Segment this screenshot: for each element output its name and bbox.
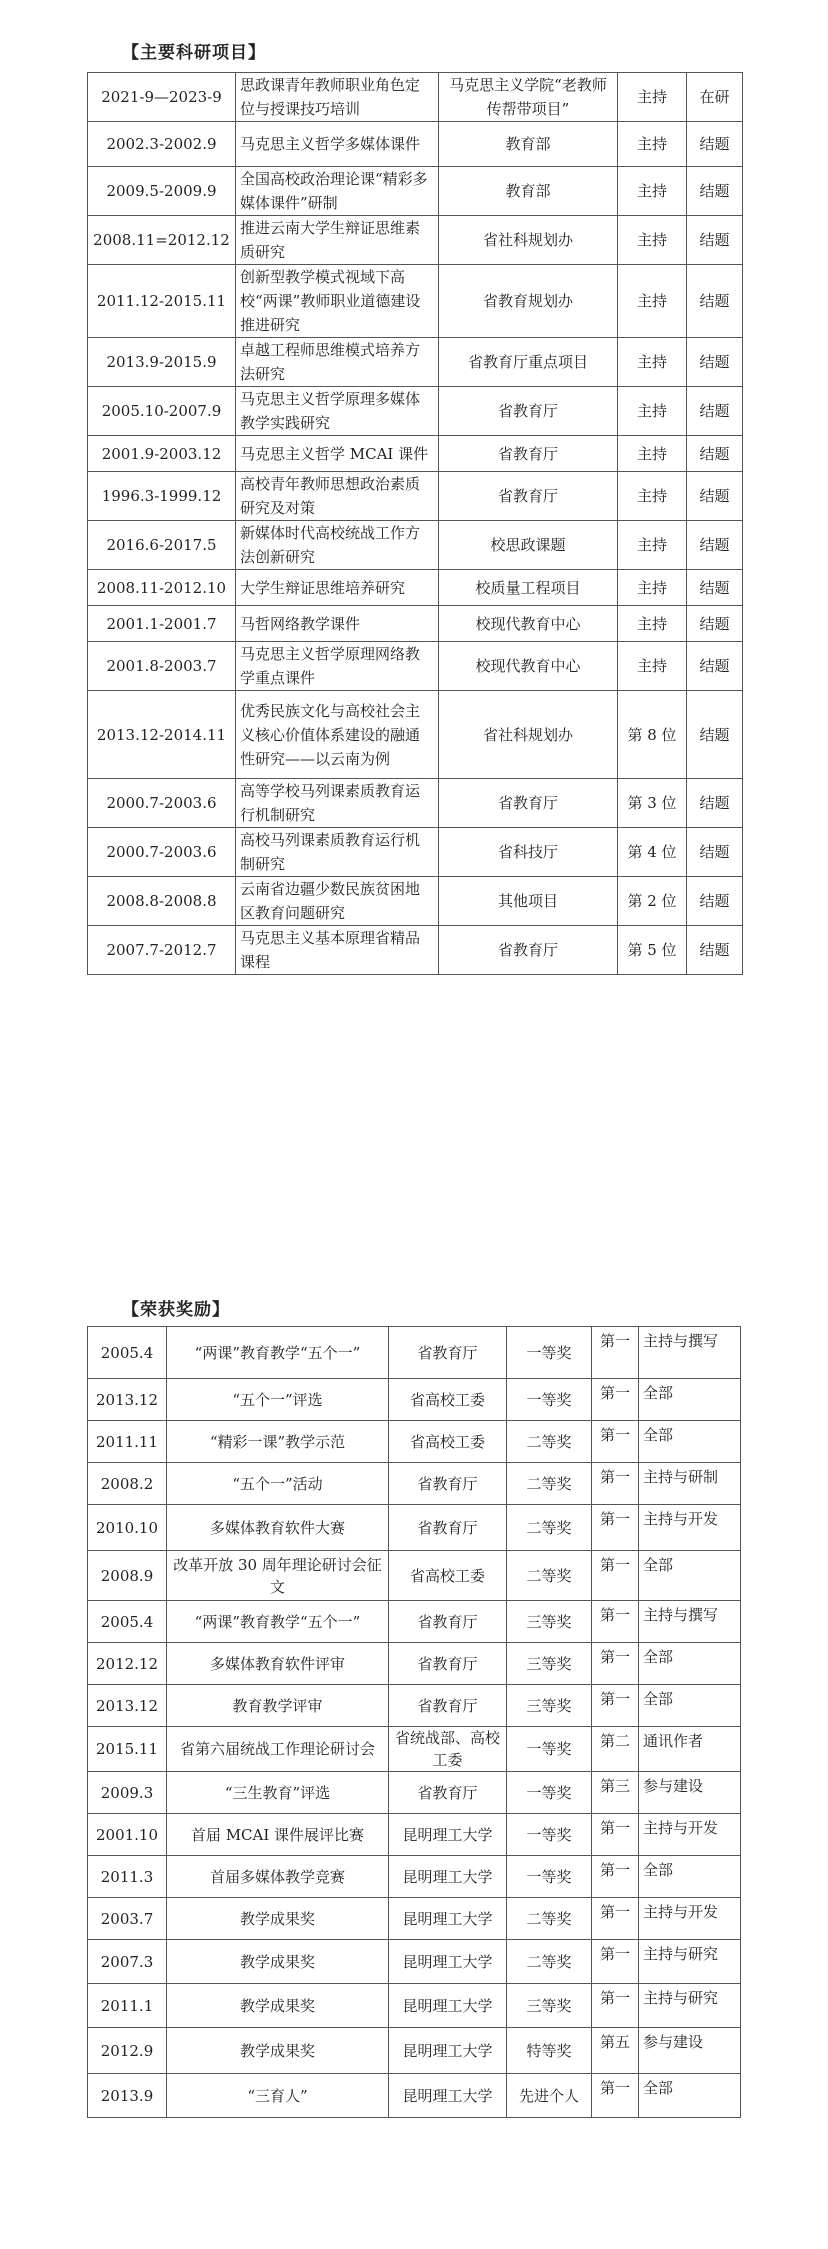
award-name: “精彩一课”教学示范 bbox=[167, 1421, 389, 1463]
award-rank: 第一 bbox=[592, 1814, 639, 1856]
research-source: 省社科规划办 bbox=[439, 691, 618, 779]
award-contribution: 全部 bbox=[639, 1643, 741, 1685]
award-rank: 第一 bbox=[592, 1984, 639, 2028]
research-project-name: 全国高校政治理论课“精彩多媒体课件”研制 bbox=[236, 167, 439, 216]
award-date: 2010.10 bbox=[88, 1505, 167, 1551]
research-status: 结题 bbox=[687, 216, 743, 265]
research-source: 省教育厅 bbox=[439, 436, 618, 472]
award-organization: 昆明理工大学 bbox=[389, 2074, 507, 2118]
table-row bbox=[88, 1379, 741, 1421]
table-row bbox=[88, 1940, 741, 1984]
award-contribution: 主持与撰写 bbox=[639, 1601, 741, 1643]
research-role: 第 5 位 bbox=[618, 926, 687, 975]
research-source: 省社科规划办 bbox=[439, 216, 618, 265]
award-rank: 第二 bbox=[592, 1727, 639, 1772]
research-role: 主持 bbox=[618, 387, 687, 436]
table-row bbox=[88, 436, 743, 472]
research-role: 主持 bbox=[618, 216, 687, 265]
award-contribution: 全部 bbox=[639, 1685, 741, 1727]
award-name: 首届 MCAI 课件展评比赛 bbox=[167, 1814, 389, 1856]
research-role: 主持 bbox=[618, 606, 687, 642]
award-rank: 第三 bbox=[592, 1772, 639, 1814]
research-project-name: 马克思主义哲学多媒体课件 bbox=[236, 122, 439, 167]
research-period: 2001.8-2003.7 bbox=[88, 642, 236, 691]
research-status: 结题 bbox=[687, 691, 743, 779]
table-row bbox=[88, 642, 743, 691]
award-name: 多媒体教育软件大赛 bbox=[167, 1505, 389, 1551]
award-organization: 昆明理工大学 bbox=[389, 1940, 507, 1984]
award-date: 2009.3 bbox=[88, 1772, 167, 1814]
research-source: 教育部 bbox=[439, 122, 618, 167]
award-level: 二等奖 bbox=[507, 1505, 592, 1551]
research-period: 2000.7-2003.6 bbox=[88, 828, 236, 877]
research-period: 2002.3-2002.9 bbox=[88, 122, 236, 167]
award-organization: 昆明理工大学 bbox=[389, 2028, 507, 2074]
research-status: 结题 bbox=[687, 338, 743, 387]
research-period: 2021-9—2023-9 bbox=[88, 73, 236, 122]
research-project-name: 大学生辩证思维培养研究 bbox=[236, 570, 439, 606]
award-name: 改革开放 30 周年理论研讨会征文 bbox=[167, 1551, 389, 1601]
research-project-name: 高校马列课素质教育运行机制研究 bbox=[236, 828, 439, 877]
table-row bbox=[88, 167, 743, 216]
research-source: 省科技厅 bbox=[439, 828, 618, 877]
research-status: 结题 bbox=[687, 122, 743, 167]
research-source: 省教育厅重点项目 bbox=[439, 338, 618, 387]
research-section-title: 【主要科研项目】 bbox=[122, 43, 266, 63]
awards-table bbox=[87, 1326, 741, 2118]
award-level: 一等奖 bbox=[507, 1379, 592, 1421]
table-row bbox=[88, 828, 743, 877]
award-date: 2007.3 bbox=[88, 1940, 167, 1984]
award-name: 教育教学评审 bbox=[167, 1685, 389, 1727]
award-rank: 第一 bbox=[592, 1505, 639, 1551]
table-row bbox=[88, 216, 743, 265]
research-status: 结题 bbox=[687, 167, 743, 216]
award-contribution: 全部 bbox=[639, 1856, 741, 1898]
award-name: “三育人” bbox=[167, 2074, 389, 2118]
research-source: 省教育厅 bbox=[439, 926, 618, 975]
award-rank: 第一 bbox=[592, 1463, 639, 1505]
award-name: “五个一”活动 bbox=[167, 1463, 389, 1505]
research-project-name: 云南省边疆少数民族贫困地区教育问题研究 bbox=[236, 877, 439, 926]
research-role: 主持 bbox=[618, 122, 687, 167]
award-rank: 第一 bbox=[592, 1327, 639, 1379]
award-level: 二等奖 bbox=[507, 1940, 592, 1984]
award-level: 一等奖 bbox=[507, 1772, 592, 1814]
award-name: 省第六届统战工作理论研讨会 bbox=[167, 1727, 389, 1772]
research-status: 结题 bbox=[687, 642, 743, 691]
table-row bbox=[88, 606, 743, 642]
award-organization: 省高校工委 bbox=[389, 1551, 507, 1601]
award-name: 教学成果奖 bbox=[167, 1898, 389, 1940]
award-date: 2011.3 bbox=[88, 1856, 167, 1898]
table-row bbox=[88, 1685, 741, 1727]
award-name: 首届多媒体教学竞赛 bbox=[167, 1856, 389, 1898]
award-date: 2003.7 bbox=[88, 1898, 167, 1940]
table-row bbox=[88, 1814, 741, 1856]
award-organization: 昆明理工大学 bbox=[389, 1856, 507, 1898]
award-date: 2012.9 bbox=[88, 2028, 167, 2074]
research-period: 2008.11=2012.12 bbox=[88, 216, 236, 265]
research-status: 结题 bbox=[687, 265, 743, 338]
awards-section-title: 【荣获奖励】 bbox=[122, 1300, 230, 1320]
research-status: 结题 bbox=[687, 387, 743, 436]
award-name: “两课”教育教学“五个一” bbox=[167, 1601, 389, 1643]
award-rank: 第一 bbox=[592, 1643, 639, 1685]
award-rank: 第一 bbox=[592, 1940, 639, 1984]
table-row bbox=[88, 1421, 741, 1463]
research-role: 主持 bbox=[618, 338, 687, 387]
table-row bbox=[88, 265, 743, 338]
research-period: 2009.5-2009.9 bbox=[88, 167, 236, 216]
award-contribution: 主持与研究 bbox=[639, 1940, 741, 1984]
table-row bbox=[88, 1898, 741, 1940]
award-level: 一等奖 bbox=[507, 1856, 592, 1898]
research-project-name: 马哲网络教学课件 bbox=[236, 606, 439, 642]
research-source: 校质量工程项目 bbox=[439, 570, 618, 606]
research-status: 结题 bbox=[687, 877, 743, 926]
award-contribution: 主持与开发 bbox=[639, 1814, 741, 1856]
award-organization: 省教育厅 bbox=[389, 1327, 507, 1379]
table-row bbox=[88, 338, 743, 387]
award-organization: 省教育厅 bbox=[389, 1643, 507, 1685]
table-row bbox=[88, 1643, 741, 1685]
research-period: 2011.12-2015.11 bbox=[88, 265, 236, 338]
award-organization: 昆明理工大学 bbox=[389, 1814, 507, 1856]
table-row bbox=[88, 1727, 741, 1772]
research-project-name: 马克思主义哲学原理多媒体教学实践研究 bbox=[236, 387, 439, 436]
table-row bbox=[88, 2028, 741, 2074]
research-project-name: 马克思主义基本原理省精品课程 bbox=[236, 926, 439, 975]
award-level: 一等奖 bbox=[507, 1814, 592, 1856]
table-row bbox=[88, 2074, 741, 2118]
research-period: 2008.11-2012.10 bbox=[88, 570, 236, 606]
research-period: 2005.10-2007.9 bbox=[88, 387, 236, 436]
award-contribution: 参与建设 bbox=[639, 1772, 741, 1814]
research-period: 2008.8-2008.8 bbox=[88, 877, 236, 926]
award-name: “两课”教育教学“五个一” bbox=[167, 1327, 389, 1379]
award-organization: 省教育厅 bbox=[389, 1685, 507, 1727]
research-status: 结题 bbox=[687, 779, 743, 828]
research-role: 主持 bbox=[618, 73, 687, 122]
award-date: 2012.12 bbox=[88, 1643, 167, 1685]
research-project-name: 高等学校马列课素质教育运行机制研究 bbox=[236, 779, 439, 828]
research-period: 1996.3-1999.12 bbox=[88, 472, 236, 521]
research-role: 主持 bbox=[618, 167, 687, 216]
award-rank: 第一 bbox=[592, 2074, 639, 2118]
research-status: 结题 bbox=[687, 926, 743, 975]
award-organization: 省高校工委 bbox=[389, 1379, 507, 1421]
research-role: 主持 bbox=[618, 472, 687, 521]
award-organization: 省教育厅 bbox=[389, 1601, 507, 1643]
research-source: 省教育厅 bbox=[439, 472, 618, 521]
research-role: 主持 bbox=[618, 436, 687, 472]
research-period: 2001.1-2001.7 bbox=[88, 606, 236, 642]
table-row bbox=[88, 1505, 741, 1551]
award-level: 二等奖 bbox=[507, 1421, 592, 1463]
award-organization: 省教育厅 bbox=[389, 1772, 507, 1814]
research-role: 第 4 位 bbox=[618, 828, 687, 877]
award-level: 特等奖 bbox=[507, 2028, 592, 2074]
award-level: 三等奖 bbox=[507, 1984, 592, 2028]
award-date: 2013.12 bbox=[88, 1685, 167, 1727]
award-date: 2001.10 bbox=[88, 1814, 167, 1856]
table-row bbox=[88, 1463, 741, 1505]
award-rank: 第一 bbox=[592, 1601, 639, 1643]
table-row bbox=[88, 1551, 741, 1601]
table-row bbox=[88, 387, 743, 436]
research-source: 其他项目 bbox=[439, 877, 618, 926]
award-level: 二等奖 bbox=[507, 1898, 592, 1940]
research-project-name: 卓越工程师思维模式培养方法研究 bbox=[236, 338, 439, 387]
award-date: 2005.4 bbox=[88, 1327, 167, 1379]
table-row bbox=[88, 877, 743, 926]
award-level: 一等奖 bbox=[507, 1327, 592, 1379]
research-role: 主持 bbox=[618, 570, 687, 606]
research-source: 马克思主义学院“老教师传帮带项目” bbox=[439, 73, 618, 122]
award-name: 教学成果奖 bbox=[167, 2028, 389, 2074]
award-organization: 省高校工委 bbox=[389, 1421, 507, 1463]
research-source: 校现代教育中心 bbox=[439, 606, 618, 642]
award-contribution: 主持与开发 bbox=[639, 1898, 741, 1940]
award-rank: 第一 bbox=[592, 1551, 639, 1601]
award-level: 三等奖 bbox=[507, 1601, 592, 1643]
table-row bbox=[88, 691, 743, 779]
award-rank: 第一 bbox=[592, 1685, 639, 1727]
award-level: 先进个人 bbox=[507, 2074, 592, 2118]
award-contribution: 全部 bbox=[639, 1551, 741, 1601]
award-contribution: 全部 bbox=[639, 1421, 741, 1463]
award-organization: 省教育厅 bbox=[389, 1505, 507, 1551]
award-date: 2008.2 bbox=[88, 1463, 167, 1505]
award-rank: 第五 bbox=[592, 2028, 639, 2074]
table-row bbox=[88, 1601, 741, 1643]
research-status: 结题 bbox=[687, 828, 743, 877]
award-name: 教学成果奖 bbox=[167, 1940, 389, 1984]
award-rank: 第一 bbox=[592, 1421, 639, 1463]
award-organization: 省教育厅 bbox=[389, 1463, 507, 1505]
award-contribution: 主持与研制 bbox=[639, 1463, 741, 1505]
award-organization: 昆明理工大学 bbox=[389, 1984, 507, 2028]
award-contribution: 全部 bbox=[639, 1379, 741, 1421]
table-row bbox=[88, 122, 743, 167]
research-role: 第 3 位 bbox=[618, 779, 687, 828]
research-status: 结题 bbox=[687, 570, 743, 606]
research-period: 2013.12-2014.11 bbox=[88, 691, 236, 779]
research-project-name: 马克思主义哲学原理网络教学重点课件 bbox=[236, 642, 439, 691]
research-table bbox=[87, 72, 743, 975]
table-row bbox=[88, 1856, 741, 1898]
award-level: 三等奖 bbox=[507, 1643, 592, 1685]
award-contribution: 主持与开发 bbox=[639, 1505, 741, 1551]
table-row bbox=[88, 570, 743, 606]
table-row bbox=[88, 926, 743, 975]
award-date: 2011.11 bbox=[88, 1421, 167, 1463]
research-project-name: 推进云南大学生辩证思维素质研究 bbox=[236, 216, 439, 265]
research-status: 结题 bbox=[687, 436, 743, 472]
award-contribution: 参与建设 bbox=[639, 2028, 741, 2074]
research-role: 主持 bbox=[618, 642, 687, 691]
award-date: 2005.4 bbox=[88, 1601, 167, 1643]
award-date: 2013.9 bbox=[88, 2074, 167, 2118]
research-project-name: 高校青年教师思想政治素质研究及对策 bbox=[236, 472, 439, 521]
award-name: “三生教育”评选 bbox=[167, 1772, 389, 1814]
research-period: 2013.9-2015.9 bbox=[88, 338, 236, 387]
award-organization: 昆明理工大学 bbox=[389, 1898, 507, 1940]
research-period: 2016.6-2017.5 bbox=[88, 521, 236, 570]
research-status: 在研 bbox=[687, 73, 743, 122]
research-period: 2007.7-2012.7 bbox=[88, 926, 236, 975]
table-row bbox=[88, 779, 743, 828]
award-rank: 第一 bbox=[592, 1856, 639, 1898]
table-row bbox=[88, 1984, 741, 2028]
research-source: 省教育厅 bbox=[439, 387, 618, 436]
table-row bbox=[88, 1772, 741, 1814]
research-project-name: 马克思主义哲学 MCAI 课件 bbox=[236, 436, 439, 472]
research-role: 第 2 位 bbox=[618, 877, 687, 926]
award-level: 一等奖 bbox=[507, 1727, 592, 1772]
award-name: “五个一”评选 bbox=[167, 1379, 389, 1421]
research-source: 省教育厅 bbox=[439, 779, 618, 828]
award-name: 教学成果奖 bbox=[167, 1984, 389, 2028]
research-project-name: 思政课青年教师职业角色定位与授课技巧培训 bbox=[236, 73, 439, 122]
award-level: 二等奖 bbox=[507, 1463, 592, 1505]
research-role: 第 8 位 bbox=[618, 691, 687, 779]
research-role: 主持 bbox=[618, 521, 687, 570]
research-project-name: 新媒体时代高校统战工作方法创新研究 bbox=[236, 521, 439, 570]
research-project-name: 优秀民族文化与高校社会主义核心价值体系建设的融通性研究——以云南为例 bbox=[236, 691, 439, 779]
award-level: 二等奖 bbox=[507, 1551, 592, 1601]
award-date: 2015.11 bbox=[88, 1727, 167, 1772]
award-contribution: 主持与研究 bbox=[639, 1984, 741, 2028]
table-row bbox=[88, 472, 743, 521]
award-date: 2011.1 bbox=[88, 1984, 167, 2028]
research-period: 2001.9-2003.12 bbox=[88, 436, 236, 472]
award-contribution: 主持与撰写 bbox=[639, 1327, 741, 1379]
research-status: 结题 bbox=[687, 606, 743, 642]
research-source: 校思政课题 bbox=[439, 521, 618, 570]
research-status: 结题 bbox=[687, 521, 743, 570]
award-rank: 第一 bbox=[592, 1898, 639, 1940]
research-source: 省教育规划办 bbox=[439, 265, 618, 338]
award-organization: 省统战部、高校工委 bbox=[389, 1727, 507, 1772]
award-contribution: 通讯作者 bbox=[639, 1727, 741, 1772]
research-source: 校现代教育中心 bbox=[439, 642, 618, 691]
award-date: 2013.12 bbox=[88, 1379, 167, 1421]
research-role: 主持 bbox=[618, 265, 687, 338]
table-row bbox=[88, 521, 743, 570]
award-contribution: 全部 bbox=[639, 2074, 741, 2118]
research-period: 2000.7-2003.6 bbox=[88, 779, 236, 828]
award-rank: 第一 bbox=[592, 1379, 639, 1421]
research-status: 结题 bbox=[687, 472, 743, 521]
award-name: 多媒体教育软件评审 bbox=[167, 1643, 389, 1685]
table-row bbox=[88, 73, 743, 122]
research-source: 教育部 bbox=[439, 167, 618, 216]
award-date: 2008.9 bbox=[88, 1551, 167, 1601]
table-row bbox=[88, 1327, 741, 1379]
research-project-name: 创新型教学模式视域下高校“两课”教师职业道德建设推进研究 bbox=[236, 265, 439, 338]
award-level: 三等奖 bbox=[507, 1685, 592, 1727]
